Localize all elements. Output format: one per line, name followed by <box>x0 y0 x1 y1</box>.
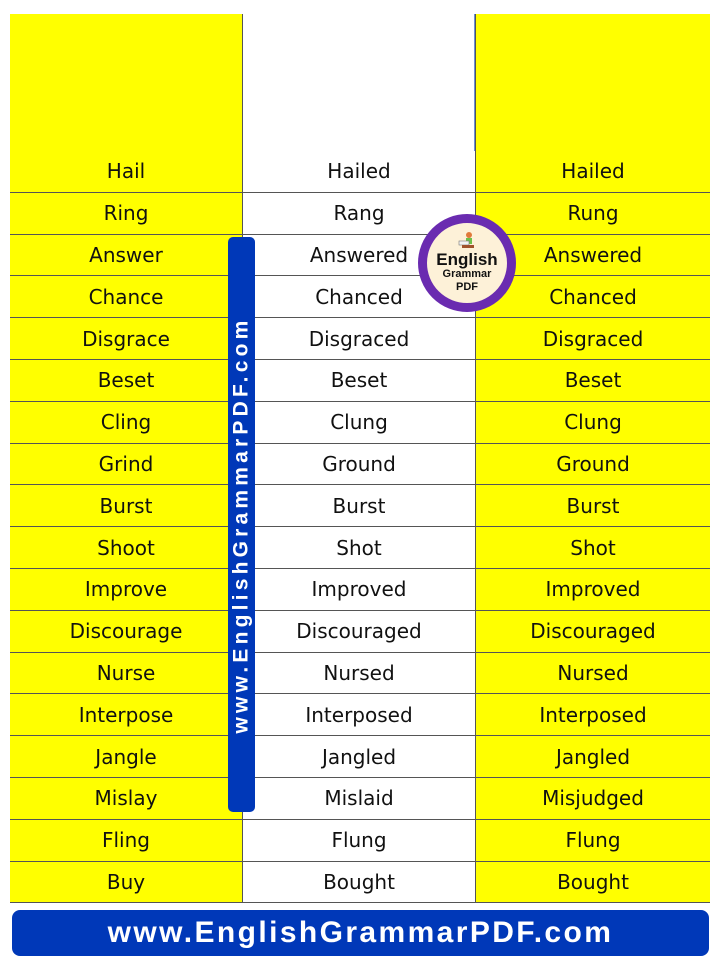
past-tense-cell: Interposed <box>243 694 475 736</box>
past-tense-cell: Nursed <box>243 653 475 695</box>
past-participle-cell: Misjudged <box>475 778 710 820</box>
watermark-text: www.EnglishGrammarPDF.com <box>229 316 253 733</box>
header-past-tense <box>243 14 475 151</box>
past-tense-cell: Jangled <box>243 736 475 778</box>
past-tense-cell: Beset <box>243 360 475 402</box>
past-tense-cell: Disgraced <box>243 318 475 360</box>
past-tense-cell: Discouraged <box>243 611 475 653</box>
past-participle-cell: Flung <box>475 820 710 862</box>
past-participle-cell: Hailed <box>475 151 710 193</box>
present-tense-cell: Mislay <box>10 778 243 820</box>
footer-banner <box>12 910 709 956</box>
past-tense-cell: Shot <box>243 527 475 569</box>
header-line: Present <box>45 34 207 84</box>
table-row <box>10 611 710 653</box>
table-row <box>10 485 710 527</box>
table-row <box>10 235 710 277</box>
past-tense-cell: Ground <box>243 444 475 486</box>
past-participle-cell: Interposed <box>475 694 710 736</box>
logo-line: PDF <box>456 280 478 293</box>
past-participle-cell: Answered <box>475 235 710 277</box>
table-row <box>10 360 710 402</box>
past-tense-cell: Chanced <box>243 276 475 318</box>
present-tense-cell: Hail <box>10 151 243 193</box>
present-tense-cell: Discourage <box>10 611 243 653</box>
table-row <box>10 527 710 569</box>
header-present-tense <box>10 14 243 151</box>
table-row <box>10 318 710 360</box>
past-participle-cell: Discouraged <box>475 611 710 653</box>
past-tense-cell: Answered <box>243 235 475 277</box>
past-participle-cell: Ground <box>475 444 710 486</box>
reading-girl-icon <box>456 231 478 249</box>
present-tense-cell: Answer <box>10 235 243 277</box>
past-participle-cell: Beset <box>475 360 710 402</box>
header-past-participle <box>475 14 710 151</box>
present-tense-cell: Shoot <box>10 527 243 569</box>
past-participle-cell: Shot <box>475 527 710 569</box>
past-tense-cell: Mislaid <box>243 778 475 820</box>
present-tense-cell: Burst <box>10 485 243 527</box>
past-participle-cell: Bought <box>475 862 710 904</box>
present-tense-cell: Buy <box>10 862 243 904</box>
present-tense-cell: Interpose <box>10 694 243 736</box>
past-tense-cell: Rang <box>243 193 475 235</box>
past-participle-cell: Chanced <box>475 276 710 318</box>
table-row <box>10 653 710 695</box>
table-row <box>10 694 710 736</box>
table-row <box>10 862 710 904</box>
english-grammar-pdf-logo <box>418 214 516 312</box>
header-line: Past <box>312 34 405 84</box>
past-tense-cell: Improved <box>243 569 475 611</box>
vertical-watermark-banner <box>228 237 255 812</box>
verb-table <box>10 151 710 903</box>
header-line: Past <box>546 39 640 89</box>
table-row <box>10 402 710 444</box>
past-participle-cell: Improved <box>475 569 710 611</box>
past-tense-cell: Flung <box>243 820 475 862</box>
table-row <box>10 151 710 193</box>
past-participle-cell: Disgraced <box>475 318 710 360</box>
past-tense-cell: Bought <box>243 862 475 904</box>
table-row <box>10 444 710 486</box>
present-tense-cell: Jangle <box>10 736 243 778</box>
past-participle-cell: Rung <box>475 193 710 235</box>
table-row <box>10 276 710 318</box>
past-tense-cell: Hailed <box>243 151 475 193</box>
table-row <box>10 736 710 778</box>
present-tense-cell: Improve <box>10 569 243 611</box>
past-participle-cell: Clung <box>475 402 710 444</box>
present-tense-cell: Ring <box>10 193 243 235</box>
header-line: Tense <box>64 80 188 130</box>
present-tense-cell: Grind <box>10 444 243 486</box>
header-line: Tense <box>296 80 421 130</box>
table-row <box>10 778 710 820</box>
past-participle-cell: Burst <box>475 485 710 527</box>
past-tense-cell: Burst <box>243 485 475 527</box>
header-line: Participle <box>516 85 670 124</box>
present-tense-cell: Nurse <box>10 653 243 695</box>
logo-line: Grammar <box>442 267 492 280</box>
present-tense-cell: Beset <box>10 360 243 402</box>
present-tense-cell: Chance <box>10 276 243 318</box>
present-tense-cell: Cling <box>10 402 243 444</box>
past-participle-cell: Nursed <box>475 653 710 695</box>
present-tense-cell: Fling <box>10 820 243 862</box>
table-row <box>10 569 710 611</box>
present-tense-cell: Disgrace <box>10 318 243 360</box>
table-row <box>10 820 710 862</box>
past-participle-cell: Jangled <box>475 736 710 778</box>
logo-line: English <box>436 249 498 269</box>
footer-url: www.EnglishGrammarPDF.com <box>107 916 614 949</box>
table-row <box>10 193 710 235</box>
past-tense-cell: Clung <box>243 402 475 444</box>
